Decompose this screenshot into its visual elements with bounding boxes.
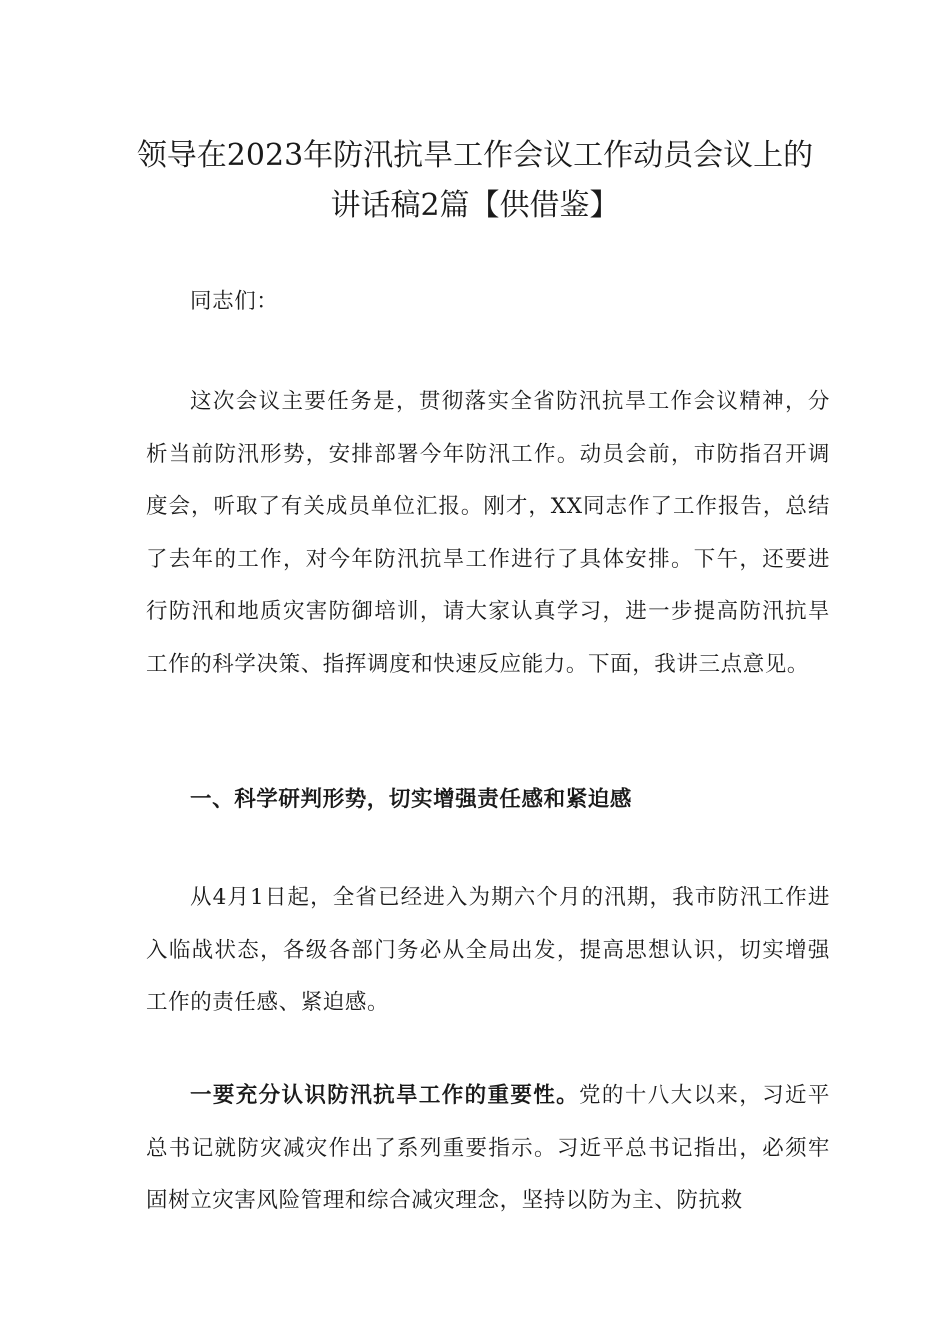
- point-1-lead: 一要充分认识防汛抗旱工作的重要性。: [190, 1083, 580, 1108]
- point-1-paragraph: [146, 1070, 830, 1228]
- intro-paragraph: 这次会议主要任务是，贯彻落实全省防汛抗旱工作会议精神，分析当前防汛形势，安排部署今年防汛工作。动员会前，市防指召开调度会，听取了有关成员单位汇报。刚才，XX同志作了工作报告，总结了去年的工作，对今年防汛抗旱工作进行了具体安排。下午，还要进行防汛和地质灾害防御培训，请大家认真学习，进一步提高防汛抗旱工作的科学决策、指挥调度和快速反应能力。下面，我讲三点意见。: [146, 389, 830, 677]
- document-title-line-2: 讲话稿2篇【供借鉴】: [330, 188, 620, 223]
- point-1-body: 党的十八大以来，习近平总书记就防灾减灾作出了系列重要指示。习近平总书记指出，必须牢固树立灾害风险管理和综合减灾理念，坚持以防为主、防抗救: [146, 1083, 830, 1213]
- section-1-body-paragraph: 从4月1日起，全省已经进入为期六个月的汛期，我市防汛工作进入临战状态，各级各部门务必从全局出发，提高思想认识，切实增强工作的责任感、紧迫感。: [146, 885, 830, 1015]
- document-title-line-1: 领导在2023年防汛抗旱工作会议工作动员会议上的: [136, 138, 814, 173]
- section-1-heading: 一、科学研判形势，切实增强责任感和紧迫感: [190, 787, 633, 812]
- greeting-paragraph: 同志们：: [190, 289, 279, 314]
